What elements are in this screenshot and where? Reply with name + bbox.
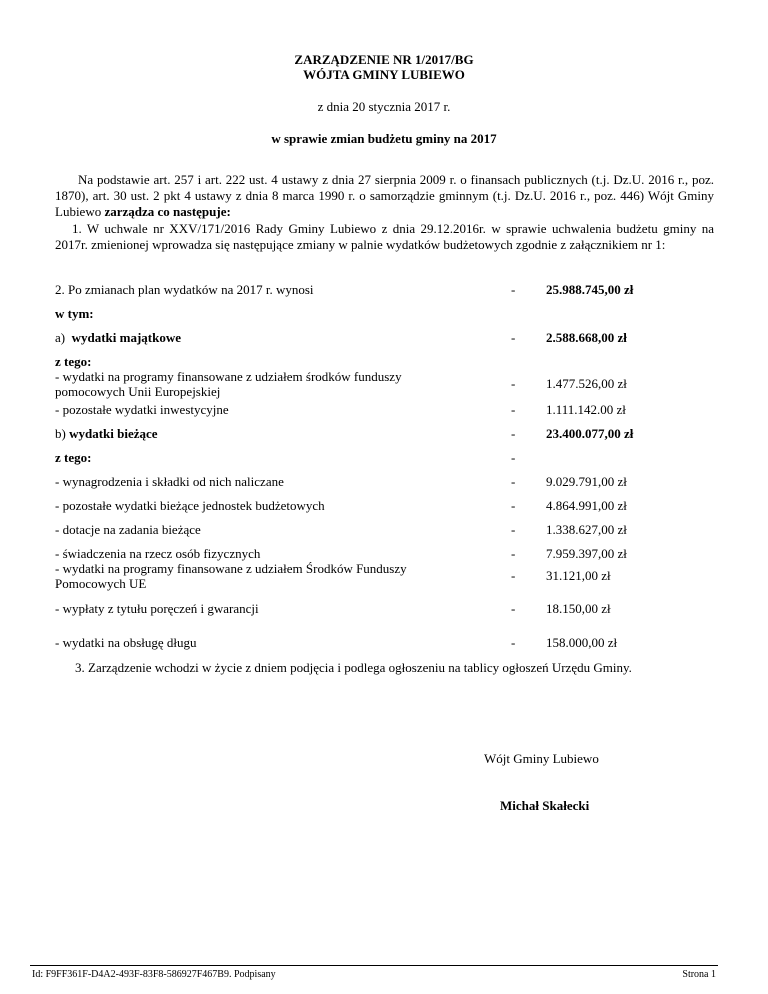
signature-role: Wójt Gminy Lubiewo [484, 751, 599, 766]
benefits-value: 7.959.397,00 zł [546, 546, 627, 561]
guarantees-label: - wypłaty z tytułu poręczeń i gwarancji [55, 601, 259, 616]
footer-document-id: Id: F9FF361F-D4A2-493F-83F8-586927F467B9. Podpisany [32, 969, 276, 980]
capital-expenditure-value: 2.588.668,00 zł [546, 330, 627, 345]
dash: - [511, 450, 516, 465]
dash: - [511, 546, 516, 561]
a-prefix: a) [55, 330, 66, 345]
current-expenditure-value: 23.400.077,00 zł [546, 426, 634, 441]
signature-name: Michał Skałecki [500, 798, 590, 813]
debt-service-value: 158.000,00 zł [546, 635, 618, 650]
dash: - [511, 376, 516, 391]
footer-divider [30, 965, 718, 966]
other-current-value: 4.864.991,00 zł [546, 498, 627, 513]
preamble-bold: zarządza co następuje: [104, 204, 231, 219]
preamble-text: Na podstawie art. 257 i art. 222 ust. 4 ustawy z dnia 27 sierpnia 2009 r. o finansach publicznych (t.j. Dz.U. 2016 r., poz. 1870), art. 30 ust. 2 pkt 4 ustawy z dnia 8 marca 1990 r. o samorządzie gminnym (t.j. Dz.U. 2016 r., poz. 446) Wójt Gminy Lubiewo [55, 172, 714, 219]
eu-programs-label: - wydatki na programy finansowane z udziałem Środków Funduszy Pomocowych UE [55, 561, 407, 591]
eu-programs-value: 31.121,00 zł [546, 568, 611, 583]
point-1-text: 1. W uchwale nr XXV/171/2016 Rady Gminy Lubiewo z dnia 29.12.2016r. w sprawie uchwalenia budżetu gminy na 2017r. zmienionej wprowadza się następujące zmiany w palnie wydatków budżetowych zgodnie z załącznikiem nr 1: [55, 221, 714, 252]
salaries-value: 9.029.791,00 zł [546, 474, 627, 489]
footer-page-number: Strona 1 [682, 969, 716, 980]
other-investment-label: - pozostałe wydatki inwestycyjne [55, 402, 229, 417]
plan-total-value: 25.988.745,00 zł [546, 282, 634, 297]
debt-service-label: - wydatki na obsługę długu [55, 635, 197, 650]
benefits-label: - świadczenia na rzecz osób fizycznych [55, 546, 261, 561]
subsidies-label: - dotacje na zadania bieżące [55, 522, 201, 537]
dash: - [511, 568, 516, 583]
point-1-paragraph [55, 221, 714, 253]
dash: - [511, 522, 516, 537]
other-investment-value: 1.111.142.00 zł [546, 402, 626, 417]
eu-funds-label: - wydatki na programy finansowane z udziałem środków funduszy pomocowych Unii Europejskiej [55, 369, 402, 399]
salaries-label: - wynagrodzenia i składki od nich naliczane [55, 474, 284, 489]
dash: - [511, 601, 516, 616]
document-title-line2: WÓJTA GMINY LUBIEWO [303, 67, 465, 82]
current-expenditure-label: wydatki bieżące [69, 426, 158, 441]
document-date: z dnia 20 stycznia 2017 r. [317, 99, 451, 114]
eu-funds-value: 1.477.526,00 zł [546, 376, 627, 391]
dash: - [511, 402, 516, 417]
point-3-paragraph: 3. Zarządzenie wchodzi w życie z dniem podjęcia i podlega ogłoszeniu na tablicy ogłoszeń Urzędu Gminy. [75, 660, 632, 675]
guarantees-value: 18.150,00 zł [546, 601, 611, 616]
subsidies-value: 1.338.627,00 zł [546, 522, 627, 537]
dash: - [511, 426, 516, 441]
b-prefix: b) [55, 426, 66, 441]
dash: - [511, 498, 516, 513]
dash: - [511, 635, 516, 650]
dash: - [511, 282, 516, 297]
capital-expenditure-label: wydatki majątkowe [71, 330, 182, 345]
document-subject: w sprawie zmian budżetu gminy na 2017 [271, 131, 497, 146]
preamble-paragraph [55, 172, 714, 220]
plan-total-label: 2. Po zmianach plan wydatków na 2017 r. wynosi [55, 282, 314, 297]
other-current-label: - pozostałe wydatki bieżące jednostek budżetowych [55, 498, 325, 513]
document-title-line1: ZARZĄDZENIE NR 1/2017/BG [294, 52, 474, 67]
dash: - [511, 330, 516, 345]
dash: - [511, 474, 516, 489]
